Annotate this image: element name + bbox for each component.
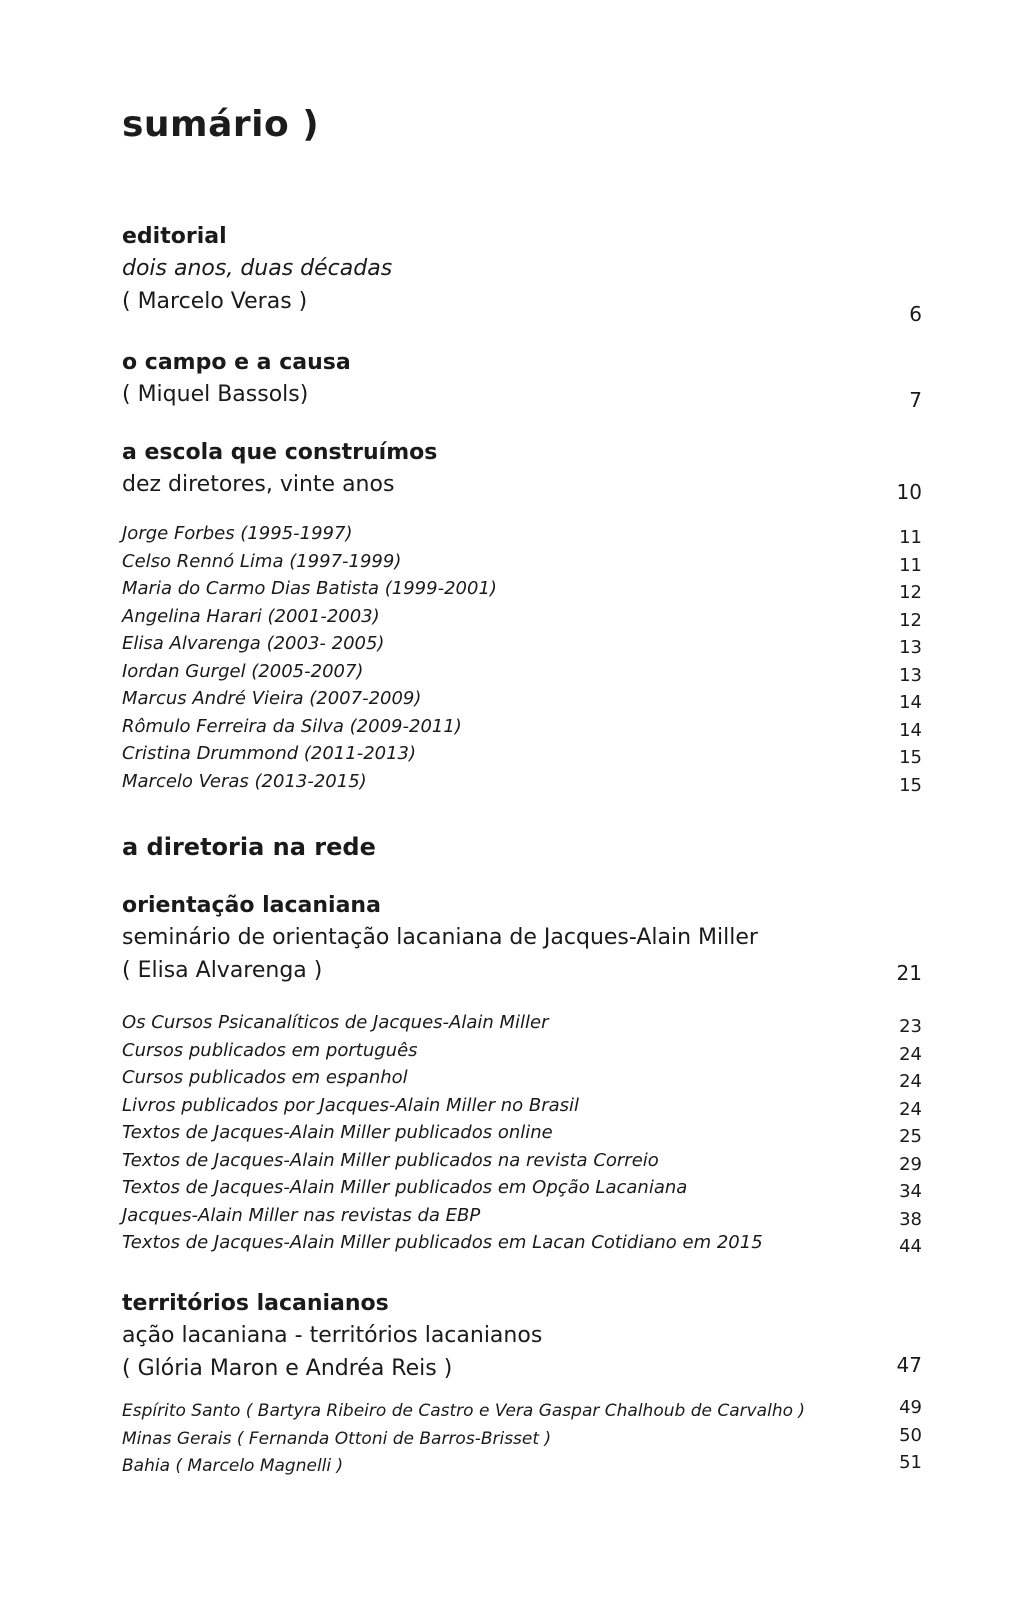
list-item: Rômulo Ferreira da Silva (2009-2011) 14 [122,715,922,741]
page-title: sumário ) [122,104,320,145]
section-author: ( Marcelo Veras ) [122,289,308,314]
list-item: Espírito Santo ( Bartyra Ribeiro de Castro e Vera Gaspar Chalhoub de Carvalho ) 49 [122,1397,922,1421]
section-territorios [122,1289,922,1385]
section-heading: orientação lacaniana [122,893,381,918]
list-item: Iordan Gurgel (2005-2007) 13 [122,660,922,686]
section-author: ( Glória Maron e Andréa Reis ) [122,1356,453,1381]
section-diretoria [122,832,922,862]
section-heading: o campo e a causa [122,350,351,375]
list-item: Minas Gerais ( Fernanda Ottoni de Barros-Brisset ) 50 [122,1424,922,1449]
section-heading: editorial [122,224,227,249]
list-item: Textos de Jacques-Alain Miller publicados online 25 [122,1122,922,1147]
list-item: Jorge Forbes (1995-1997) 11 [122,523,922,548]
section-escola [122,438,922,504]
list-item: Textos de Jacques-Alain Miller publicados em Lacan Cotidiano em 2015 44 [122,1232,922,1257]
list-item: Celso Rennó Lima (1997-1999) 11 [122,550,922,576]
list-item: Angelina Harari (2001-2003) 12 [122,605,922,631]
section-subtitle: seminário de orientação lacaniana de Jacques-Alain Miller [122,925,758,950]
list-item: Os Cursos Psicanalíticos de Jacques-Alain Miller 23 [122,1012,922,1037]
list-item: Marcus André Vieira (2007-2009) 14 [122,688,922,713]
territorios-list [122,1398,922,1481]
list-item: Maria do Carmo Dias Batista (1999-2001) 12 [122,578,922,603]
section-heading: a escola que construímos [122,440,438,465]
section-heading: territórios lacanianos [122,1291,389,1316]
section-author: ( Miquel Bassols) [122,382,309,407]
list-item: Elisa Alvarenga (2003- 2005) 13 [122,633,922,658]
section-campo [122,348,922,411]
list-item: Marcelo Veras (2013-2015) 15 [122,770,922,796]
list-item: Textos de Jacques-Alain Miller publicados na revista Correio 29 [122,1149,922,1175]
page-number: 7 [909,388,922,412]
page-number: 6 [909,302,922,326]
list-item: Jacques-Alain Miller nas revistas da EBP 38 [122,1204,922,1230]
page-number: 10 [896,480,922,504]
section-author: ( Elisa Alvarenga ) [122,958,323,983]
list-item: Bahia ( Marcelo Magnelli ) 51 [122,1452,922,1476]
section-orientacao [122,891,922,987]
page-number: 47 [896,1353,922,1377]
list-item: Cursos publicados em espanhol 24 [122,1067,922,1092]
page-number: 21 [896,961,922,985]
list-item: Cursos publicados em português 24 [122,1039,922,1065]
section-heading: a diretoria na rede [122,833,376,861]
escola-list [122,520,922,795]
section-subtitle: dois anos, duas décadas [122,256,393,281]
section-subtitle: dez diretores, vinte anos [122,472,395,497]
section-subtitle: ação lacaniana - territórios lacanianos [122,1323,543,1348]
list-item: Cristina Drummond (2011-2013) 15 [122,743,922,768]
list-item: Textos de Jacques-Alain Miller publicados em Opção Lacaniana 34 [122,1177,922,1202]
list-item: Livros publicados por Jacques-Alain Miller no Brasil 24 [122,1094,922,1120]
section-editorial [122,222,922,326]
orientacao-list [122,1009,922,1257]
